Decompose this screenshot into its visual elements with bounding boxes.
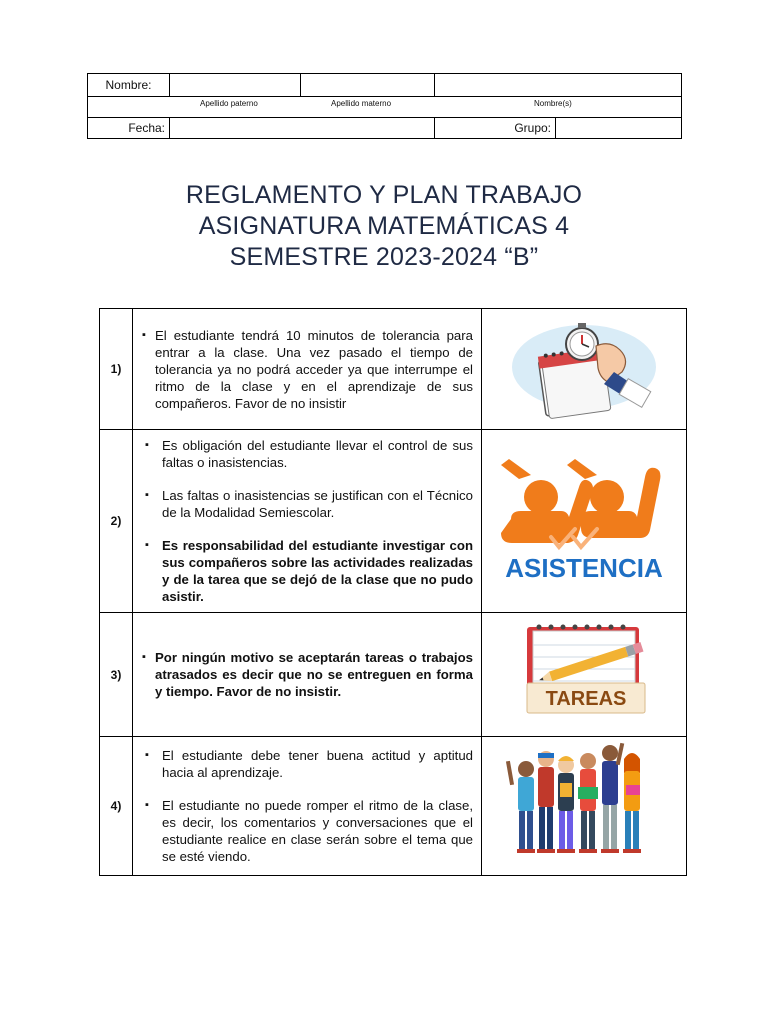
- fecha-field[interactable]: [170, 118, 435, 139]
- rule-item: ▪ Es obligación del estudiante llevar el control de sus faltas o inasistencias.: [162, 437, 473, 471]
- rule-row-4: [100, 737, 687, 876]
- rule-image: [482, 613, 687, 737]
- rule-text: [133, 737, 482, 876]
- rule-row-3: [100, 613, 687, 737]
- apellido-paterno-field[interactable]: [170, 74, 301, 97]
- grupo-label: Grupo:: [435, 118, 556, 139]
- rule-item: ▪ Por ningún motivo se aceptarán tareas o trabajos atrasados es decir que no se entreguen en forma y tiempo. Favor de no insistir.: [155, 649, 473, 700]
- rule-text: [133, 613, 482, 737]
- grupo-field[interactable]: [556, 118, 682, 139]
- rule-text: [133, 309, 482, 430]
- page-title: [0, 180, 768, 273]
- rule-item: ▪ Las faltas o inasistencias se justifican con el Técnico de la Modalidad Semiescolar.: [162, 487, 473, 521]
- rule-number: 4): [100, 737, 133, 876]
- title-line-2: ASIGNATURA MATEMÁTICAS 4: [198, 212, 570, 240]
- rule-row-1: [100, 309, 687, 430]
- rule-number: 2): [100, 430, 133, 613]
- rule-text: [133, 430, 482, 613]
- asistencia-label: ASISTENCIA: [505, 552, 663, 583]
- apellido-paterno-caption: Apellido paterno: [200, 99, 258, 108]
- students-group-icon: [504, 739, 664, 869]
- rules-table: [99, 308, 687, 876]
- rule-row-2: [100, 430, 687, 613]
- title-line-3: SEMESTRE 2023-2024 “B”: [229, 243, 539, 271]
- title-line-1: REGLAMENTO Y PLAN TRABAJO: [185, 181, 583, 209]
- apellido-materno-field[interactable]: [301, 74, 435, 97]
- asistencia-raised-hands-icon: [489, 449, 679, 589]
- nombre-label: Nombre:: [88, 74, 170, 97]
- rule-item: ▪ El estudiante tendrá 10 minutos de tolerancia para entrar a la clase. Una vez pasado el tiempo de tolerancia ya no podrá acceder ya que interrumpe el ritmo de la clase y en el aprendizaje de sus compañeros. Favor de no insistir: [155, 327, 473, 412]
- nombres-field[interactable]: [435, 74, 682, 97]
- rule-number: 1): [100, 309, 133, 430]
- apellido-materno-caption: Apellido materno: [331, 99, 392, 108]
- fecha-label: Fecha:: [88, 118, 170, 139]
- nombres-caption: Nombre(s): [534, 99, 572, 108]
- tareas-notebook-icon: [509, 615, 659, 730]
- rule-image: [482, 737, 687, 876]
- stopwatch-calendar-icon: [504, 312, 664, 422]
- student-info-form: [87, 73, 682, 139]
- rule-number: 3): [100, 613, 133, 737]
- tareas-label: TAREAS: [545, 687, 627, 710]
- rule-item: ▪ Es responsabilidad del estudiante investigar con sus compañeros sobre las actividades realizadas y de la tarea que se dejó de la clase que no pudo asistir.: [162, 537, 473, 605]
- rule-item: ▪ El estudiante debe tener buena actitud y aptitud hacia al aprendizaje.: [162, 747, 473, 781]
- rule-item: ▪ El estudiante no puede romper el ritmo de la clase, es decir, los comentarios y conversaciones que el estudiante realice en clase serán sobre el tema que se esté viendo.: [162, 797, 473, 865]
- rule-image: [482, 430, 687, 613]
- rule-image: [482, 309, 687, 430]
